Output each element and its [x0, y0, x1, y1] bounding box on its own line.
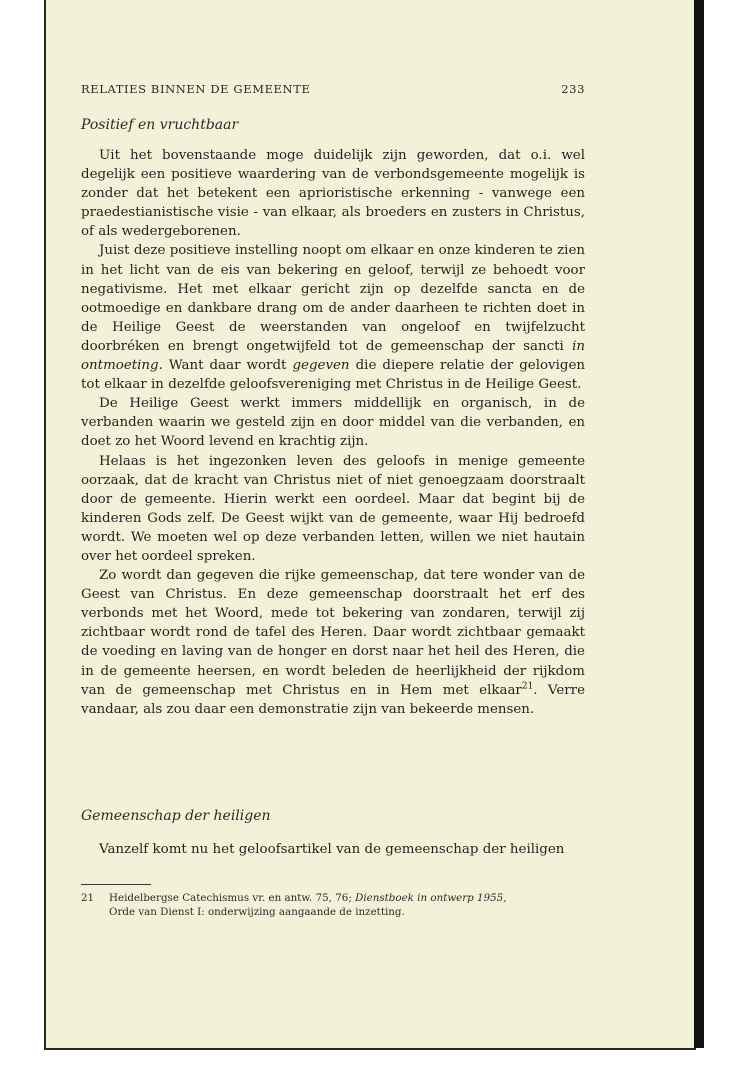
- page-number: 233: [561, 82, 585, 96]
- paragraph: Zo wordt dan gegeven die rijke gemeenschap, dat tere wonder van de Geest van Christus. En deze gemeenschap doorstraalt het erf des verbonds met het Woord, mede tot bekering van zondaren, terwijl zij zichtbaar wordt rond de tafel des Heren. Daar wordt zichtbaar gemaakt de voeding en laving van de honger en dorst naar het heil des Heren, die in de gemeente heersen, en wordt beleden de heerlijkheid der rijkdom van de gemeenschap met Christus en in Hem met elkaar$^{21}$. Verre vandaar, als zou daar een demonstratie zijn van bekeerde mensen.: [81, 568, 585, 717]
- paragraph: Vanzelf komt nu het geloofsartikel van de gemeenschap der heiligen: [99, 842, 565, 857]
- footnote: 21 Heidelbergse Catechismus vr. en antw. 75, 76; Dienstboek in ontwerp 1955, Orde van Dienst I: onderwijzing aangaande de inzetting.: [81, 892, 507, 918]
- running-head: [81, 82, 585, 96]
- page-edge-shadow: [694, 0, 704, 1048]
- section-heading-gemeenschap: Gemeenschap der heiligen: [81, 808, 271, 824]
- paragraph: Juist deze positieve instelling noopt om elkaar en onze kinderen te zien in het licht van de eis van bekering en geloof, terwijl ze behoedt voor negativisme. Het met elkaar gericht zijn op dezelfde sancta en de ootmoedige en dankbare drang om de ander daarheen te richten doet in de Heilige Geest de weerstanden van ongeloof en twijfelzucht doorbréken en brengt ongetwijfeld tot de gemeenschap der sancti in ontmoeting. Want daar wordt gegeven die diepere relatie der gelovigen tot elkaar in dezelfde geloofsvereniging met Christus in de Heilige Geest.: [81, 243, 586, 393]
- section-body-positief: [81, 146, 585, 719]
- running-head-title: RELATIES BINNEN DE GEMEENTE: [81, 82, 311, 96]
- footnote-reference[interactable]: 21: [521, 681, 534, 692]
- section-heading-positief: Positief en vruchtbaar: [81, 117, 239, 133]
- paragraph: Uit het bovenstaande moge duidelijk zijn geworden, dat o.i. wel degelijk een positieve waardering van de verbondsgemeente mogelijk is zonder dat het betekent een aprioristische erkenning - vanwege een praedestianistische visie - van elkaar, als broeders en zusters in Christus, of als wedergeborenen.: [81, 148, 585, 240]
- footnote-rule: [81, 884, 151, 885]
- paragraph: De Heilige Geest werkt immers middellijk en organisch, in de verbanden waarin we gesteld zijn en door middel van die verbanden, en doet zo het Woord levend en krachtig zijn.: [81, 396, 585, 450]
- section-body-gemeenschap: [81, 840, 585, 859]
- paragraph: Helaas is het ingezonken leven des geloofs in menige gemeente oorzaak, dat de kracht van Christus niet of niet genoegzaam doorstraalt door de gemeente. Hierin werkt een oordeel. Maar dat begint bij de kinderen Gods zelf. De Geest wijkt van de gemeente, waar Hij bedroefd wordt. We moeten wel op deze verbanden letten, willen we niet hautain over het oordeel spreken.: [81, 453, 585, 564]
- footnote-number: 21: [81, 892, 95, 904]
